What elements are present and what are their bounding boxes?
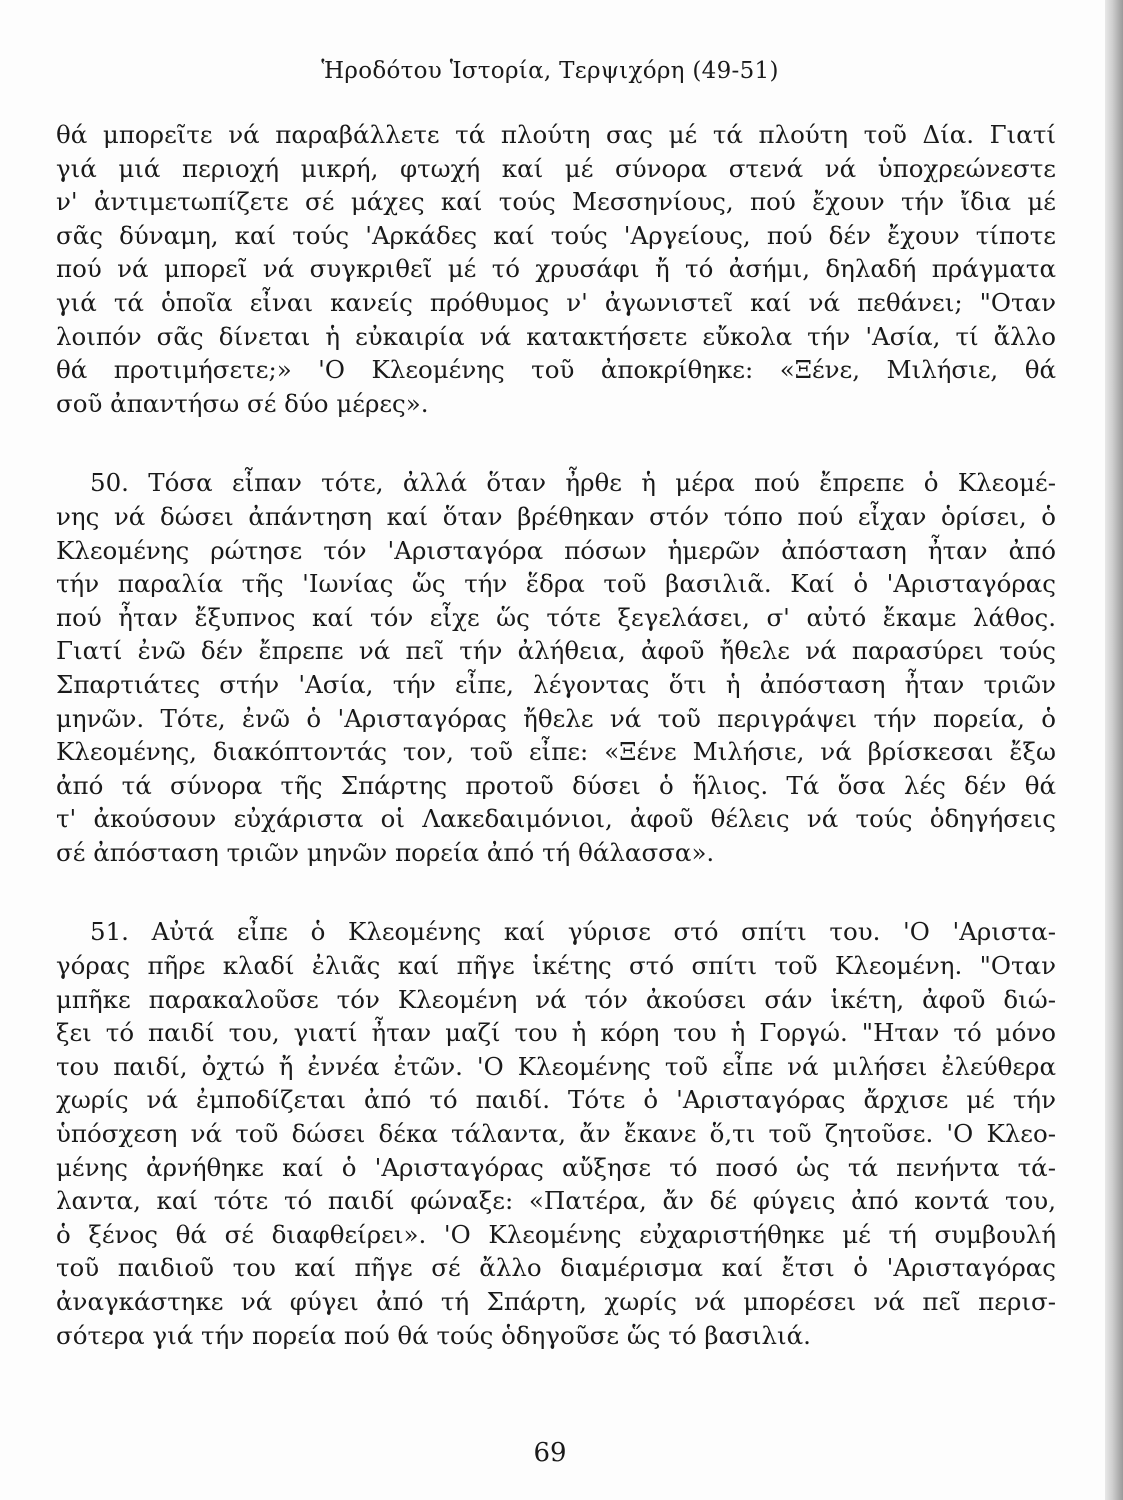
text-line: λαντα, καί τότε τό παιδί φώναξε: «Πατέρα, ἄν δέ φύγεις ἀπό κοντά του,	[56, 1186, 1056, 1216]
running-header: Ἡροδότου Ἱστορία, Τερψιχόρη (49-51)	[321, 58, 779, 84]
text-line: πού νά μπορεῖ νά συγκριθεῖ μέ τό χρυσάφι ἤ τό ἀσήμι, δηλαδή πράγματα	[56, 254, 1056, 284]
text-line: Σπαρτιάτες στήν 'Ασία, τήν εἶπε, λέγοντας ὅτι ἡ ἀπόσταση ἦταν τριῶν	[56, 669, 1056, 699]
text-line: σέ ἀπόσταση τριῶν μηνῶν πορεία ἀπό τή θάλασσα».	[56, 837, 715, 867]
text-line: σοῦ ἀπαντήσω σέ δύο μέρες».	[56, 388, 429, 418]
page-binding-edge	[1105, 0, 1123, 1500]
text-line: μένης ἀρνήθηκε καί ὁ 'Αρισταγόρας αὔξησε τό ποσό ὡς τά πενήντα τά-	[56, 1152, 1056, 1182]
paragraph-50	[56, 466, 1056, 869]
text-line: Κλεομένης ρώτησε τόν 'Αρισταγόρα πόσων ἡμερῶν ἀπόσταση ἦταν ἀπό	[56, 535, 1056, 565]
text-line: τ' ἀκούσουν εὐχάριστα οἱ Λακεδαιμόνιοι, ἀφοῦ θέλεις νά τούς ὁδηγήσεις	[56, 804, 1056, 834]
text-line: ἀναγκάστηκε νά φύγει ἀπό τή Σπάρτη, χωρίς νά μπορέσει νά πεῖ περισ-	[56, 1287, 1056, 1316]
text-line: νης νά δώσει ἀπάντηση καί ὅταν βρέθηκαν στόν τόπο πού εἶχαν ὁρίσει, ὁ	[56, 501, 1056, 531]
text-line: 50. Τόσα εἶπαν τότε, ἀλλά ὅταν ἦρθε ἡ μέρα πού ἔπρεπε ὁ Κλεομέ-	[90, 468, 1056, 498]
text-line: ξει τό παιδί του, γιατί ἦταν μαζί του ἡ κόρη του ἡ Γοργώ. "Ηταν τό μόνο	[56, 1018, 1056, 1048]
paragraph-51	[56, 915, 1056, 1352]
text-line: 51. Αὐτά εἶπε ὁ Κλεομένης καί γύρισε στό σπίτι του. 'Ο 'Αριστα-	[90, 917, 1056, 947]
text-line: γιά μιά περιοχή μικρή, φτωχή καί μέ σύνορα στενά νά ὑποχρεώνεστε	[56, 153, 1056, 183]
text-line: σότερα γιά τήν πορεία πού θά τούς ὁδηγοῦσε ὥς τό βασιλιά.	[56, 1320, 811, 1350]
text-line: πού ἦταν ἔξυπνος καί τόν εἶχε ὥς τότε ξεγελάσει, σ' αὐτό ἔκαμε λάθος.	[56, 602, 1056, 632]
text-line: τήν παραλία τῆς 'Ιωνίας ὥς τήν ἕδρα τοῦ βασιλιᾶ. Καί ὁ 'Αρισταγόρας	[56, 569, 1056, 599]
text-line: χωρίς νά ἐμποδίζεται ἀπό τό παιδί. Τότε ὁ 'Αρισταγόρας ἄρχισε μέ τήν	[56, 1085, 1056, 1115]
page-number: 69	[533, 1438, 567, 1468]
paragraph-49-continuation	[56, 118, 1056, 420]
text-line: γιά τά ὁποῖα εἶναι κανείς πρόθυμος ν' ἀγωνιστεῖ καί νά πεθάνει; "Οταν	[56, 287, 1056, 317]
text-line: του παιδί, ὀχτώ ἤ ἐννέα ἐτῶν. 'Ο Κλεομένης τοῦ εἶπε νά μιλήσει ἐλεύθερα	[56, 1051, 1056, 1081]
text-line: θά προτιμήσετε;» 'Ο Κλεομένης τοῦ ἀποκρίθηκε: «Ξένε, Μιλήσιε, θά	[56, 355, 1056, 385]
text-line: ὑπόσχεση νά τοῦ δώσει δέκα τάλαντα, ἄν ἔκανε ὅ,τι τοῦ ζητοῦσε. 'Ο Κλεο-	[56, 1119, 1056, 1149]
text-line: σᾶς δύναμη, καί τούς 'Αρκάδες καί τούς 'Αργείους, πού δέν ἔχουν τίποτε	[56, 220, 1056, 250]
text-line: Γιατί ἐνῶ δέν ἔπρεπε νά πεῖ τήν ἀλήθεια, ἀφοῦ ἤθελε νά παρασύρει τούς	[56, 636, 1056, 666]
text-line: ν' ἀντιμετωπίζετε σέ μάχες καί τούς Μεσσηνίους, πού ἔχουν τήν ἴδια μέ	[56, 187, 1056, 217]
text-line: μηνῶν. Τότε, ἐνῶ ὁ 'Αρισταγόρας ἤθελε νά τοῦ περιγράψει τήν πορεία, ὁ	[56, 703, 1056, 733]
body-text	[56, 118, 1056, 1352]
text-line: γόρας πῆρε κλαδί ἐλιᾶς καί πῆγε ἱκέτης στό σπίτι τοῦ Κλεομένη. "Οταν	[56, 951, 1056, 981]
text-line: θά μπορεῖτε νά παραβάλλετε τά πλούτη σας μέ τά πλούτη τοῦ Δία. Γιατί	[56, 120, 1056, 149]
text-line: Κλεομένης, διακόπτοντάς τον, τοῦ εἶπε: «Ξένε Μιλήσιε, νά βρίσκεσαι ἔξω	[56, 737, 1056, 767]
text-line: λοιπόν σᾶς δίνεται ἡ εὐκαιρία νά κατακτήσετε εὔκολα τήν 'Ασία, τί ἄλλο	[56, 321, 1056, 351]
text-line: ἀπό τά σύνορα τῆς Σπάρτης προτοῦ δύσει ὁ ἥλιος. Τά ὅσα λές δέν θά	[56, 770, 1056, 800]
text-line: ὁ ξένος θά σέ διαφθείρει». 'Ο Κλεομένης εὐχαριστήθηκε μέ τή συμβουλή	[56, 1219, 1056, 1249]
text-line: μπῆκε παρακαλοῦσε τόν Κλεομένη νά τόν ἀκούσει σάν ἱκέτη, ἀφοῦ διώ-	[56, 984, 1056, 1014]
text-line: τοῦ παιδιοῦ του καί πῆγε σέ ἄλλο διαμέρισμα καί ἔτσι ὁ 'Αρισταγόρας	[56, 1253, 1056, 1283]
